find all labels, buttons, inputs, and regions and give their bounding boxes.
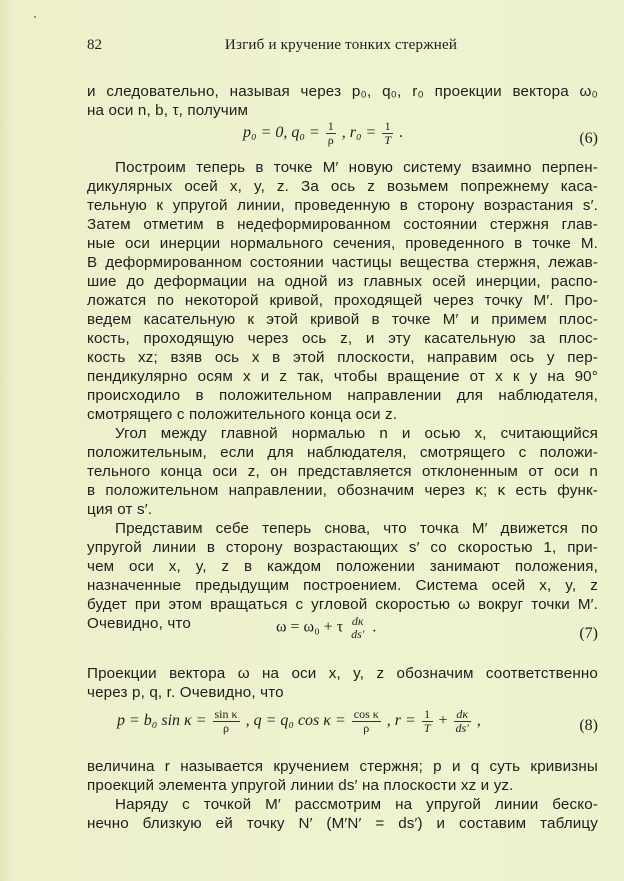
eq7-lhs: ω = ω₀ + τ	[276, 618, 344, 636]
text-line: ложатся по некоторой кривой, проходящей через точку M′. Про-	[87, 292, 598, 309]
eq8-r: , r =	[386, 712, 416, 730]
numerator: 1	[424, 707, 431, 721]
text-line: Затем отметим в недеформированном состоянии стержня глав-	[87, 216, 598, 233]
text-line: будет при этом вращаться с угловой скоростью ω вокруг точки M′.	[87, 596, 598, 613]
denominator: ds′	[455, 721, 469, 735]
page-header	[82, 37, 600, 57]
text-line: ция от s′.	[87, 501, 153, 518]
numerator: 1	[384, 119, 391, 133]
numerator: sin κ	[214, 707, 238, 721]
text-line: смотрящего с положительного конца оси z.	[87, 406, 398, 423]
equation-7	[276, 615, 376, 641]
text-line: Наряду с точкой M′ рассмотрим на упругой линии беско-	[115, 796, 598, 813]
text-line: происходило в положительном направлении для наблюдателя,	[87, 387, 598, 404]
punct: .	[399, 124, 403, 142]
equation-6	[243, 120, 403, 147]
denominator: ds′	[351, 627, 365, 641]
eq6-q0: q₀ =	[291, 124, 320, 142]
punct: .	[372, 618, 377, 636]
text-line: дикулярных осей x, y, z. За ось z возьмем попрежнему каса-	[87, 178, 598, 195]
eq6-p0: p₀ = 0,	[243, 124, 288, 142]
text-line: чем оси x, y, z в каждом положении занимают положения,	[87, 558, 598, 575]
text-line: Проекции вектора ω на оси x, y, z обозначим соответственно	[87, 665, 598, 682]
text-line: пендикулярно осям x и z так, чтобы вращение от x к y на 90°	[87, 368, 598, 385]
scan-speck	[34, 16, 36, 18]
text-line: проекций элемента упругой линии ds′ на плоскости xz и yz.	[87, 777, 514, 794]
numerator: dκ	[456, 707, 469, 721]
text-line: упругой линии в сторону возрастающих s′ со скоростью 1, при-	[87, 539, 598, 556]
fraction	[422, 708, 433, 735]
punct: ,	[476, 712, 481, 730]
equation-number-8: (8)	[579, 717, 598, 734]
equation-number-6: (6)	[579, 130, 598, 147]
running-title: Изгиб и кручение тонких стержней	[224, 37, 458, 53]
text-line: Очевидно, что	[87, 615, 191, 632]
text-line: и следовательно, называя через p₀, q₀, r₀ проекции вектора ω₀	[87, 83, 598, 100]
numerator: 1	[327, 119, 334, 133]
eq8-q: , q = q₀ cos κ =	[245, 712, 346, 730]
denominator: T	[423, 721, 431, 735]
plus-sign: +	[438, 712, 448, 730]
text-line: ные оси инерции нормального сечения, проведенного в точке M.	[87, 235, 598, 252]
text-line: Представим себе теперь снова, что точка M′ движется по	[115, 520, 598, 537]
text-line: через p, q, r. Очевидно, что	[87, 684, 284, 701]
fraction	[213, 708, 240, 735]
text-line: тельную к упругой линии, проведенную в сторону возрастания s′.	[87, 197, 598, 214]
numerator: dκ	[351, 614, 364, 628]
text-line: назначенные предыдущим построением. Система осей x, y, z	[87, 577, 598, 594]
text-line: тельного конца оси z, он представляется отклоненным от оси n	[87, 463, 598, 480]
text-line: на оси n, b, τ, получим	[87, 102, 249, 119]
text-line: В деформированном состоянии частицы вещества стержня, лежав-	[87, 254, 598, 271]
text-line: в положительном направлении, обозначим через κ; κ есть функ-	[87, 482, 598, 499]
eq8-p: p = b₀ sin κ =	[117, 712, 207, 730]
text-line: кость xz; взяв ось x в этой плоскости, направим ось y пер-	[87, 349, 598, 366]
denominator: ρ	[327, 133, 334, 147]
denominator: ρ	[352, 721, 381, 735]
text-line: Построим теперь в точке M′ новую систему взаимно перпен-	[115, 159, 598, 176]
text-line: Угол между главной нормалью n и осью x, считающийся	[115, 425, 598, 442]
equation-8	[117, 708, 481, 735]
text-line: шие до деформации на одной из главных осей инерции, распо-	[87, 273, 598, 290]
denominator: T	[384, 133, 391, 147]
equation-number-7: (7)	[579, 625, 598, 642]
text-line: величина r называется кручением стержня; p и q суть кривизны	[87, 758, 598, 775]
fraction	[352, 708, 381, 735]
page-number: 82	[87, 37, 102, 53]
fraction	[326, 120, 336, 147]
text-line: кость, проходящую через ось z, и эту касательную за плос-	[87, 330, 598, 347]
text-line: положительным, если для наблюдателя, смотрящего с положи-	[87, 444, 598, 461]
fraction	[382, 120, 393, 147]
numerator: cos κ	[353, 707, 379, 721]
fraction	[454, 708, 471, 735]
text-line: нечно близкую ей точку N′ (M′N′ = ds′) и составим таблицу	[87, 815, 598, 832]
eq6-r0: , r₀ =	[341, 124, 377, 142]
denominator: ρ	[213, 721, 240, 735]
text-line: ведем касательную к этой кривой в точке M′ и примем плос-	[87, 311, 598, 328]
fraction	[349, 615, 366, 641]
